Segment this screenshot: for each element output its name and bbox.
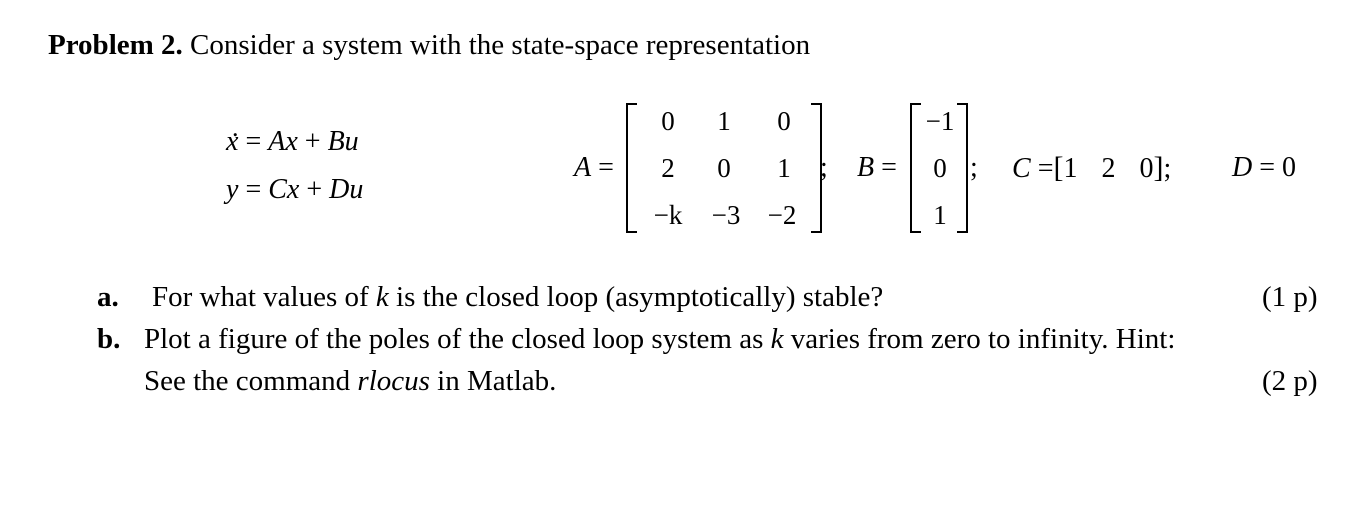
state-equation: . x = Ax + Bu — [226, 126, 359, 158]
matrix-a-cell: 1 — [717, 106, 731, 136]
matrix-a — [626, 103, 822, 233]
question-a-text: For what values of k is the closed loop (asymptotically) stable? — [152, 281, 884, 313]
matrix-b-label: B = — [857, 152, 897, 183]
matrix-d: D = 0 — [1232, 152, 1297, 183]
matrix-b-cell: 0 — [933, 153, 947, 183]
matrix-b-cell: 1 — [933, 200, 947, 230]
problem-label: Problem 2. — [48, 29, 183, 61]
matrix-a-left-bracket — [626, 103, 637, 233]
matrix-b — [910, 103, 968, 233]
output-equation: y = Cx + Du — [226, 174, 364, 205]
matrix-c: C =[1 2 0]; — [1012, 151, 1172, 184]
problem-intro: Consider a system with the state-space representation — [190, 29, 811, 61]
question-b-line1: Plot a figure of the poles of the closed loop system as k varies from zero to infinity. Hint: — [144, 323, 1176, 355]
x-dot: . x — [226, 126, 238, 158]
matrix-a-cell: −k — [653, 200, 683, 230]
problem-heading — [48, 28, 810, 62]
matrix-a-cell: 1 — [777, 153, 791, 183]
question-b-points: (2 p) — [1262, 365, 1318, 397]
question-b-line2: See the command rlocus in Matlab. — [144, 365, 557, 397]
question-a-label: a. — [97, 281, 119, 313]
matrix-a-cell: −3 — [711, 200, 741, 230]
matrix-a-cell: 0 — [661, 106, 675, 136]
matrix-a-cell: 0 — [717, 153, 731, 183]
matrix-d-value: 0 — [1282, 152, 1297, 183]
matrix-c-value: 0 — [1139, 153, 1154, 184]
matrix-c-label: C — [1012, 153, 1031, 184]
matrix-a-cell: 2 — [661, 153, 675, 183]
question-a-points: (1 p) — [1262, 281, 1318, 313]
matrix-a-cell: −2 — [767, 200, 797, 230]
matrix-b-cell: −1 — [925, 106, 955, 136]
separator: ; — [970, 152, 978, 183]
separator: ; — [820, 152, 828, 183]
matrix-a-label: A = — [574, 152, 614, 183]
matrix-c-value: 2 — [1101, 153, 1116, 184]
matrix-c-value: 1 — [1063, 153, 1078, 184]
matrix-d-label: D — [1232, 152, 1253, 183]
question-b-label: b. — [97, 323, 121, 355]
matrix-a-cell: 0 — [777, 106, 791, 136]
